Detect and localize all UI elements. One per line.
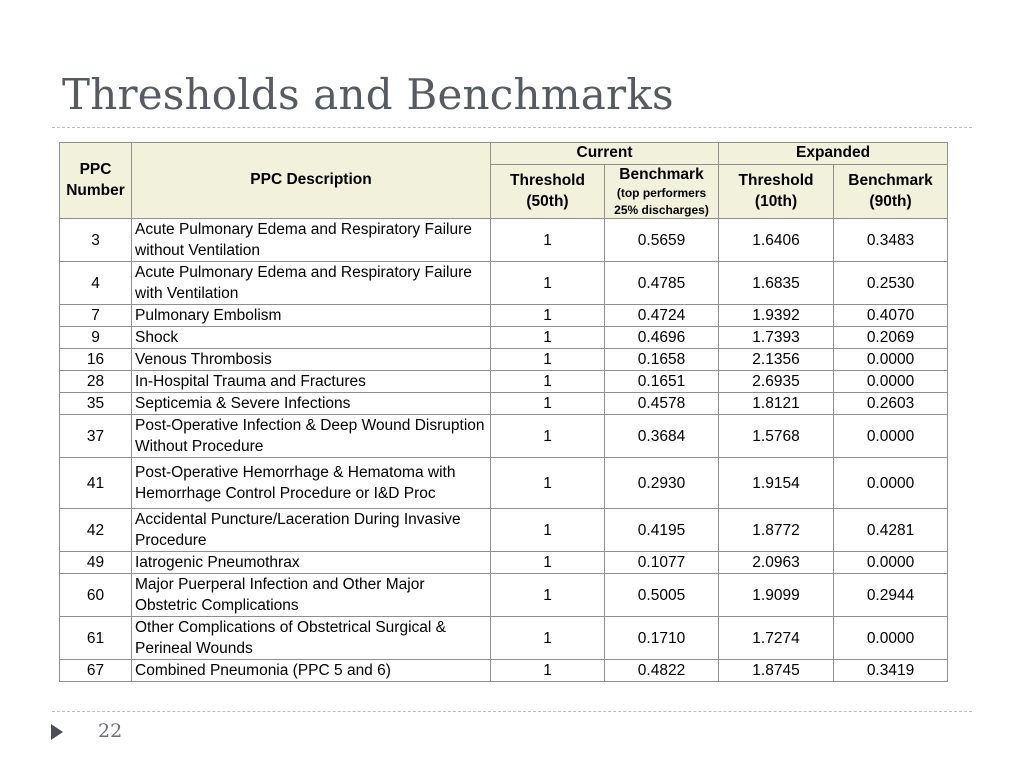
cell-ppc-description: Combined Pneumonia (PPC 5 and 6) (132, 660, 491, 682)
cell-ppc-number: 49 (60, 552, 132, 574)
table-row (60, 327, 948, 349)
cell-expanded-benchmark: 0.4070 (834, 305, 948, 327)
cell-expanded-threshold: 2.0963 (719, 552, 834, 574)
cell-expanded-threshold: 1.7393 (719, 327, 834, 349)
cell-current-benchmark: 0.4785 (605, 262, 719, 305)
cell-ppc-description: Post-Operative Infection & Deep Wound Disruption Without Procedure (132, 415, 491, 458)
cell-expanded-threshold: 1.9099 (719, 574, 834, 617)
cell-current-threshold: 1 (491, 552, 605, 574)
cell-current-threshold: 1 (491, 574, 605, 617)
ppc-table (59, 142, 948, 682)
cell-ppc-description: Accidental Puncture/Laceration During Invasive Procedure (132, 509, 491, 552)
cell-current-benchmark: 0.4724 (605, 305, 719, 327)
cell-ppc-number: 41 (60, 458, 132, 509)
header-current-benchmark-note: (top performers 25% discharges) (614, 186, 709, 217)
header-current-benchmark (605, 165, 719, 219)
cell-ppc-description: Venous Thrombosis (132, 349, 491, 371)
cell-ppc-description: Acute Pulmonary Edema and Respiratory Failure with Ventilation (132, 262, 491, 305)
cell-current-threshold: 1 (491, 458, 605, 509)
cell-expanded-benchmark: 0.0000 (834, 617, 948, 660)
cell-ppc-description: Post-Operative Hemorrhage & Hematoma with Hemorrhage Control Procedure or I&D Proc (132, 458, 491, 509)
cell-expanded-threshold: 1.6406 (719, 219, 834, 262)
table-row (60, 574, 948, 617)
cell-ppc-number: 42 (60, 509, 132, 552)
footer-divider (52, 711, 972, 712)
cell-expanded-threshold: 1.9154 (719, 458, 834, 509)
table-row (60, 552, 948, 574)
cell-current-benchmark: 0.1651 (605, 371, 719, 393)
header-current-threshold: Threshold (50th) (491, 165, 605, 219)
cell-expanded-benchmark: 0.0000 (834, 415, 948, 458)
page-number: 22 (98, 720, 123, 742)
cell-expanded-benchmark: 0.2944 (834, 574, 948, 617)
cell-ppc-description: Other Complications of Obstetrical Surgical & Perineal Wounds (132, 617, 491, 660)
table-row (60, 393, 948, 415)
play-arrow-icon (51, 724, 63, 740)
cell-ppc-description: Shock (132, 327, 491, 349)
cell-current-benchmark: 0.4578 (605, 393, 719, 415)
cell-expanded-threshold: 2.1356 (719, 349, 834, 371)
cell-expanded-threshold: 1.6835 (719, 262, 834, 305)
cell-ppc-number: 4 (60, 262, 132, 305)
cell-expanded-benchmark: 0.0000 (834, 371, 948, 393)
cell-current-threshold: 1 (491, 371, 605, 393)
table-row (60, 458, 948, 509)
cell-current-benchmark: 0.3684 (605, 415, 719, 458)
cell-current-threshold: 1 (491, 393, 605, 415)
cell-current-threshold: 1 (491, 262, 605, 305)
cell-current-benchmark: 0.1077 (605, 552, 719, 574)
table-row (60, 219, 948, 262)
cell-expanded-threshold: 1.8772 (719, 509, 834, 552)
cell-expanded-threshold: 1.9392 (719, 305, 834, 327)
cell-ppc-number: 16 (60, 349, 132, 371)
cell-current-threshold: 1 (491, 660, 605, 682)
cell-ppc-number: 37 (60, 415, 132, 458)
cell-current-benchmark: 0.4696 (605, 327, 719, 349)
header-expanded: Expanded (719, 143, 948, 165)
cell-current-benchmark: 0.5659 (605, 219, 719, 262)
cell-current-benchmark: 0.1658 (605, 349, 719, 371)
cell-ppc-description: Iatrogenic Pneumothrax (132, 552, 491, 574)
cell-current-benchmark: 0.1710 (605, 617, 719, 660)
cell-expanded-benchmark: 0.2530 (834, 262, 948, 305)
header-ppc-number: PPC Number (60, 143, 132, 219)
table-row (60, 509, 948, 552)
cell-current-benchmark: 0.5005 (605, 574, 719, 617)
cell-ppc-number: 60 (60, 574, 132, 617)
cell-current-benchmark: 0.2930 (605, 458, 719, 509)
cell-current-threshold: 1 (491, 305, 605, 327)
cell-expanded-benchmark: 0.4281 (834, 509, 948, 552)
cell-ppc-description: Major Puerperal Infection and Other Major Obstetric Complications (132, 574, 491, 617)
header-current: Current (491, 143, 719, 165)
cell-expanded-threshold: 1.8121 (719, 393, 834, 415)
table-row (60, 617, 948, 660)
cell-ppc-number: 3 (60, 219, 132, 262)
cell-expanded-benchmark: 0.0000 (834, 458, 948, 509)
cell-ppc-description: Pulmonary Embolism (132, 305, 491, 327)
cell-expanded-threshold: 1.7274 (719, 617, 834, 660)
cell-current-threshold: 1 (491, 617, 605, 660)
title-divider (52, 127, 972, 128)
table-row (60, 305, 948, 327)
cell-expanded-threshold: 1.5768 (719, 415, 834, 458)
table-row (60, 349, 948, 371)
table-row (60, 660, 948, 682)
cell-current-threshold: 1 (491, 415, 605, 458)
header-expanded-benchmark: Benchmark (90th) (834, 165, 948, 219)
header-ppc-description: PPC Description (132, 143, 491, 219)
cell-expanded-threshold: 1.8745 (719, 660, 834, 682)
cell-ppc-number: 28 (60, 371, 132, 393)
cell-expanded-benchmark: 0.3483 (834, 219, 948, 262)
cell-expanded-benchmark: 0.0000 (834, 552, 948, 574)
cell-current-threshold: 1 (491, 349, 605, 371)
cell-expanded-benchmark: 0.0000 (834, 349, 948, 371)
header-current-benchmark-label: Benchmark (619, 166, 704, 184)
cell-ppc-number: 67 (60, 660, 132, 682)
cell-expanded-benchmark: 0.2069 (834, 327, 948, 349)
cell-ppc-number: 35 (60, 393, 132, 415)
cell-ppc-number: 9 (60, 327, 132, 349)
cell-expanded-benchmark: 0.2603 (834, 393, 948, 415)
table-row (60, 371, 948, 393)
cell-current-threshold: 1 (491, 509, 605, 552)
cell-ppc-description: In-Hospital Trauma and Fractures (132, 371, 491, 393)
cell-ppc-number: 7 (60, 305, 132, 327)
table-row (60, 415, 948, 458)
slide-title: Thresholds and Benchmarks (62, 70, 674, 119)
cell-current-benchmark: 0.4822 (605, 660, 719, 682)
cell-current-threshold: 1 (491, 327, 605, 349)
cell-current-threshold: 1 (491, 219, 605, 262)
header-expanded-threshold: Threshold (10th) (719, 165, 834, 219)
cell-ppc-description: Septicemia & Severe Infections (132, 393, 491, 415)
table-row (60, 262, 948, 305)
cell-expanded-threshold: 2.6935 (719, 371, 834, 393)
cell-current-benchmark: 0.4195 (605, 509, 719, 552)
cell-expanded-benchmark: 0.3419 (834, 660, 948, 682)
cell-ppc-number: 61 (60, 617, 132, 660)
cell-ppc-description: Acute Pulmonary Edema and Respiratory Failure without Ventilation (132, 219, 491, 262)
